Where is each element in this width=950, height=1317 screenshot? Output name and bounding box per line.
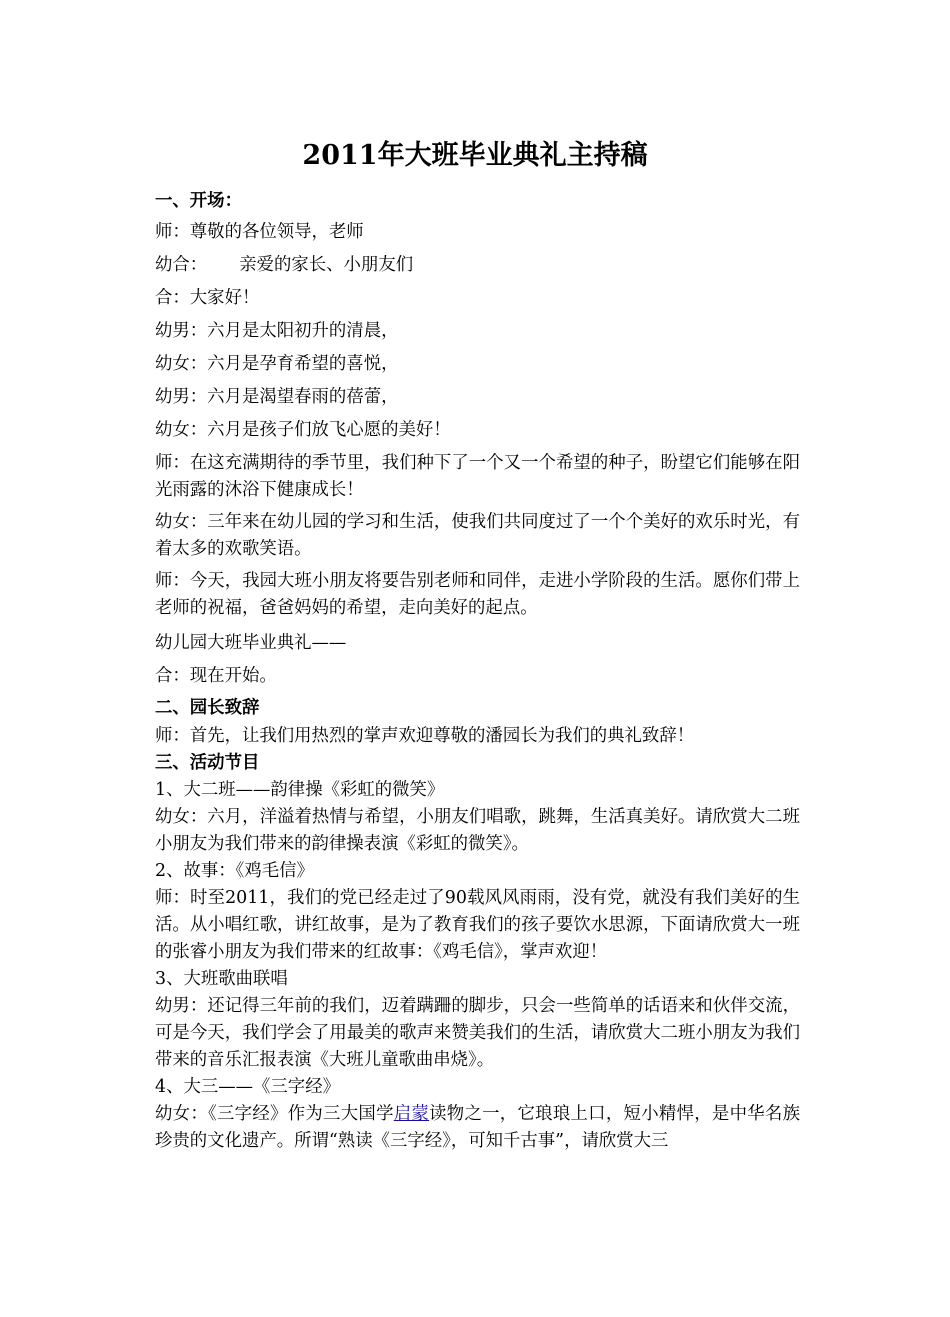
line-boy-1: 幼男：六月是太阳初升的清晨， [155, 321, 399, 341]
line-text: 亲爱的家长、小朋友们 [239, 255, 414, 275]
program-item-1-title: 1、大二班——韵律操《彩虹的微笑》 [155, 780, 445, 800]
section-heading-program: 三、活动节目 [155, 753, 260, 773]
document-title: 2011年大班毕业典礼主持稿 [302, 140, 648, 171]
line-all-hello: 合：大家好！ [155, 288, 260, 308]
line-director-speech: 师：首先，让我们用热烈的掌声欢迎尊敬的潘园长为我们的典礼致辞！ [155, 726, 695, 746]
text-segment: 读物之一，它琅琅上口，短小精悍，是中华名族珍贵的文化遗产。所谓“熟读《三字经》，可知千古事”，请欣赏大三 [155, 1104, 800, 1151]
line-boy-2: 幼男：六月是渴望春雨的蓓蕾， [155, 387, 399, 407]
text-segment: 幼女：《三字经》作为三大国学 [155, 1104, 394, 1124]
line-children-greeting [155, 249, 800, 282]
speaker-label: 幼合： [155, 255, 208, 275]
program-item-2-text: 师：时至2011，我们的党已经走过了90载风风雨雨，没有党，就没有我们美好的生活。从小唱红歌，讲红故事，是为了教育我们的孩子要饮水思源，下面请欣赏大一班的张睿小朋友为我们带来的红故事：《鸡毛信》，掌声欢迎！ [155, 888, 800, 962]
program-item-2-title: 2、故事：《鸡毛信》 [155, 861, 314, 881]
paragraph-girl-1: 幼女：三年来在幼儿园的学习和生活，使我们共同度过了一个个美好的欢乐时光，有着太多的欢歌笑语。 [155, 512, 800, 559]
line-all-begin: 合：现在开始。 [155, 666, 277, 686]
program-item-4-text [155, 1101, 800, 1155]
section-heading-opening: 一、开场： [155, 191, 242, 211]
program-item-1-text: 幼女：六月，洋溢着热情与希望，小朋友们唱歌，跳舞，生活真美好。请欣赏大二班小朋友为我们带来的韵律操表演《彩虹的微笑》。 [155, 807, 800, 854]
program-item-4-title: 4、大三——《三字经》 [155, 1077, 340, 1097]
paragraph-teacher-2: 师：今天，我园大班小朋友将要告别老师和同伴，走进小学阶段的生活。愿你们带上老师的祝福，爸爸妈妈的希望，走向美好的起点。 [155, 571, 800, 618]
line-girl-2: 幼女：六月是孩子们放飞心愿的美好！ [155, 420, 451, 440]
paragraph-teacher-1: 师：在这充满期待的季节里，我们种下了一个又一个希望的种子，盼望它们能够在阳光雨露的沐浴下健康成长！ [155, 453, 800, 500]
line-girl-1: 幼女：六月是孕育希望的喜悦， [155, 354, 399, 374]
program-item-3-title: 3、大班歌曲联唱 [155, 969, 288, 989]
program-item-3-text: 幼男：还记得三年前的我们，迈着蹒跚的脚步，只会一些简单的话语来和伙伴交流，可是今天，我们学会了用最美的歌声来赞美我们的生活，请欣赏大二班小朋友为我们带来的音乐汇报表演《大班儿童歌曲串烧》。 [155, 996, 800, 1070]
qimeng-link[interactable]: 启蒙 [393, 1104, 430, 1124]
document-body [155, 186, 800, 1155]
section-heading-director: 二、园长致辞 [155, 698, 260, 718]
line-teacher-greeting: 师：尊敬的各位领导，老师 [155, 222, 364, 242]
line-ceremony-title: 幼儿园大班毕业典礼—— [155, 633, 347, 653]
